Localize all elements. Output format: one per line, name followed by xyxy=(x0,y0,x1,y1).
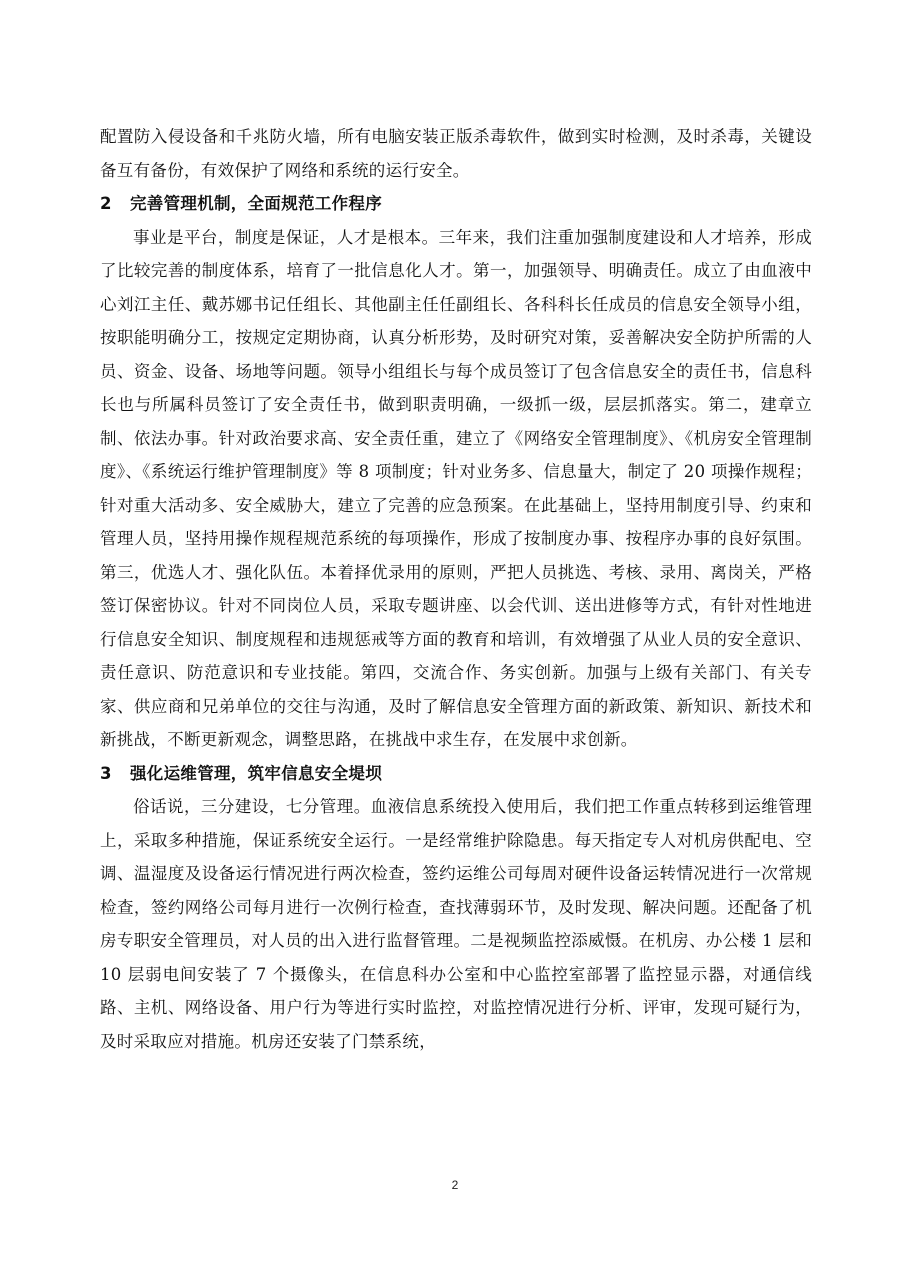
section-title: 强化运维管理，筑牢信息安全堤坝 xyxy=(130,763,382,783)
page-number: 2 xyxy=(451,1178,459,1192)
section-number: 3 xyxy=(100,763,112,783)
section-number: 2 xyxy=(100,194,112,213)
paragraph-management-mechanism: 事业是平台，制度是保证，人才是根本。三年来，我们注重加强制度建设和人才培养，形成了比较完善的制度体系，培育了一批信息化人才。第一，加强领导、明确责任。成立了由血液中心刘江主任、戴苏娜书记任组长、其他副主任任副组长、各科科长任成员的信息安全领导小组，按职能明确分工，按规定定期协商，认真分析形势，及时研究对策，妥善解决安全防护所需的人员、资金、设备、场地等问题。领导小组组长与每个成员签订了包含信息安全的责任书，信息科长也与所属科员签订了安全责任书，做到职责明确，一级抓一级，层层抓落实。第二，建章立制、依法办事。针对政治要求高、安全责任重，建立了《网络安全管理制度》、《机房安全管理制度》、《系统运行维护管理制度》等 8 项制度；针对业务多、信息量大，制定了 20 项操作规程；针对重大活动多、安全威胁大，建立了完善的应急预案。在此基础上，坚持用制度引导、约束和管理人员，坚持用操作规程规范系统的每项操作，形成了按制度办事、按程序办事的良好氛围。第三，优选人才、强化队伍。本着择优录用的原则，严把人员挑选、考核、录用、离岗关，严格签订保密协议。针对不同岗位人员，采取专题讲座、以会代训、送出进修等方式，有针对性地进行信息安全知识、制度规程和违规惩戒等方面的教育和培训，有效增强了从业人员的安全意识、责任意识、防范意识和专业技能。第四，交流合作、务实创新。加强与上级有关部门、有关专家、供应商和兄弟单位的交往与沟通，及时了解信息安全管理方面的新政策、新知识、新技术和新挑战，不断更新观念，调整思路，在挑战中求生存，在发展中求创新。 xyxy=(100,227,812,749)
paragraph-network-security-continued: 配置防入侵设备和千兆防火墙，所有电脑安装正版杀毒软件，做到实时检测，及时杀毒，关键设备互有备份，有效保护了网络和系统的运行安全。 xyxy=(100,127,812,180)
section-heading-3 xyxy=(100,757,812,791)
section-heading-2 xyxy=(100,187,812,221)
document-body xyxy=(100,120,812,1058)
section-title: 完善管理机制，全面规范工作程序 xyxy=(130,194,382,213)
paragraph-operations-management: 俗话说，三分建设，七分管理。血液信息系统投入使用后，我们把工作重点转移到运维管理上，采取多种措施，保证系统安全运行。一是经常维护除隐患。每天指定专人对机房供配电、空调、温湿度及设备运行情况进行两次检查，签约运维公司每周对硬件设备运转情况进行一次常规检查，签约网络公司每月进行一次例行检查，查找薄弱环节，及时发现、解决问题。还配备了机房专职安全管理员，对人员的出入进行监督管理。二是视频监控添威慑。在机房、办公楼 1 层和 10 层弱电间安装了 7 个摄像头，在信息科办公室和中心监控室部署了监控显示器，对通信线路、主机、网络设备、用户行为等进行实时监控，对监控情况进行分析、评审，发现可疑行为，及时采取应对措施。机房还安装了门禁系统， xyxy=(100,797,812,1051)
